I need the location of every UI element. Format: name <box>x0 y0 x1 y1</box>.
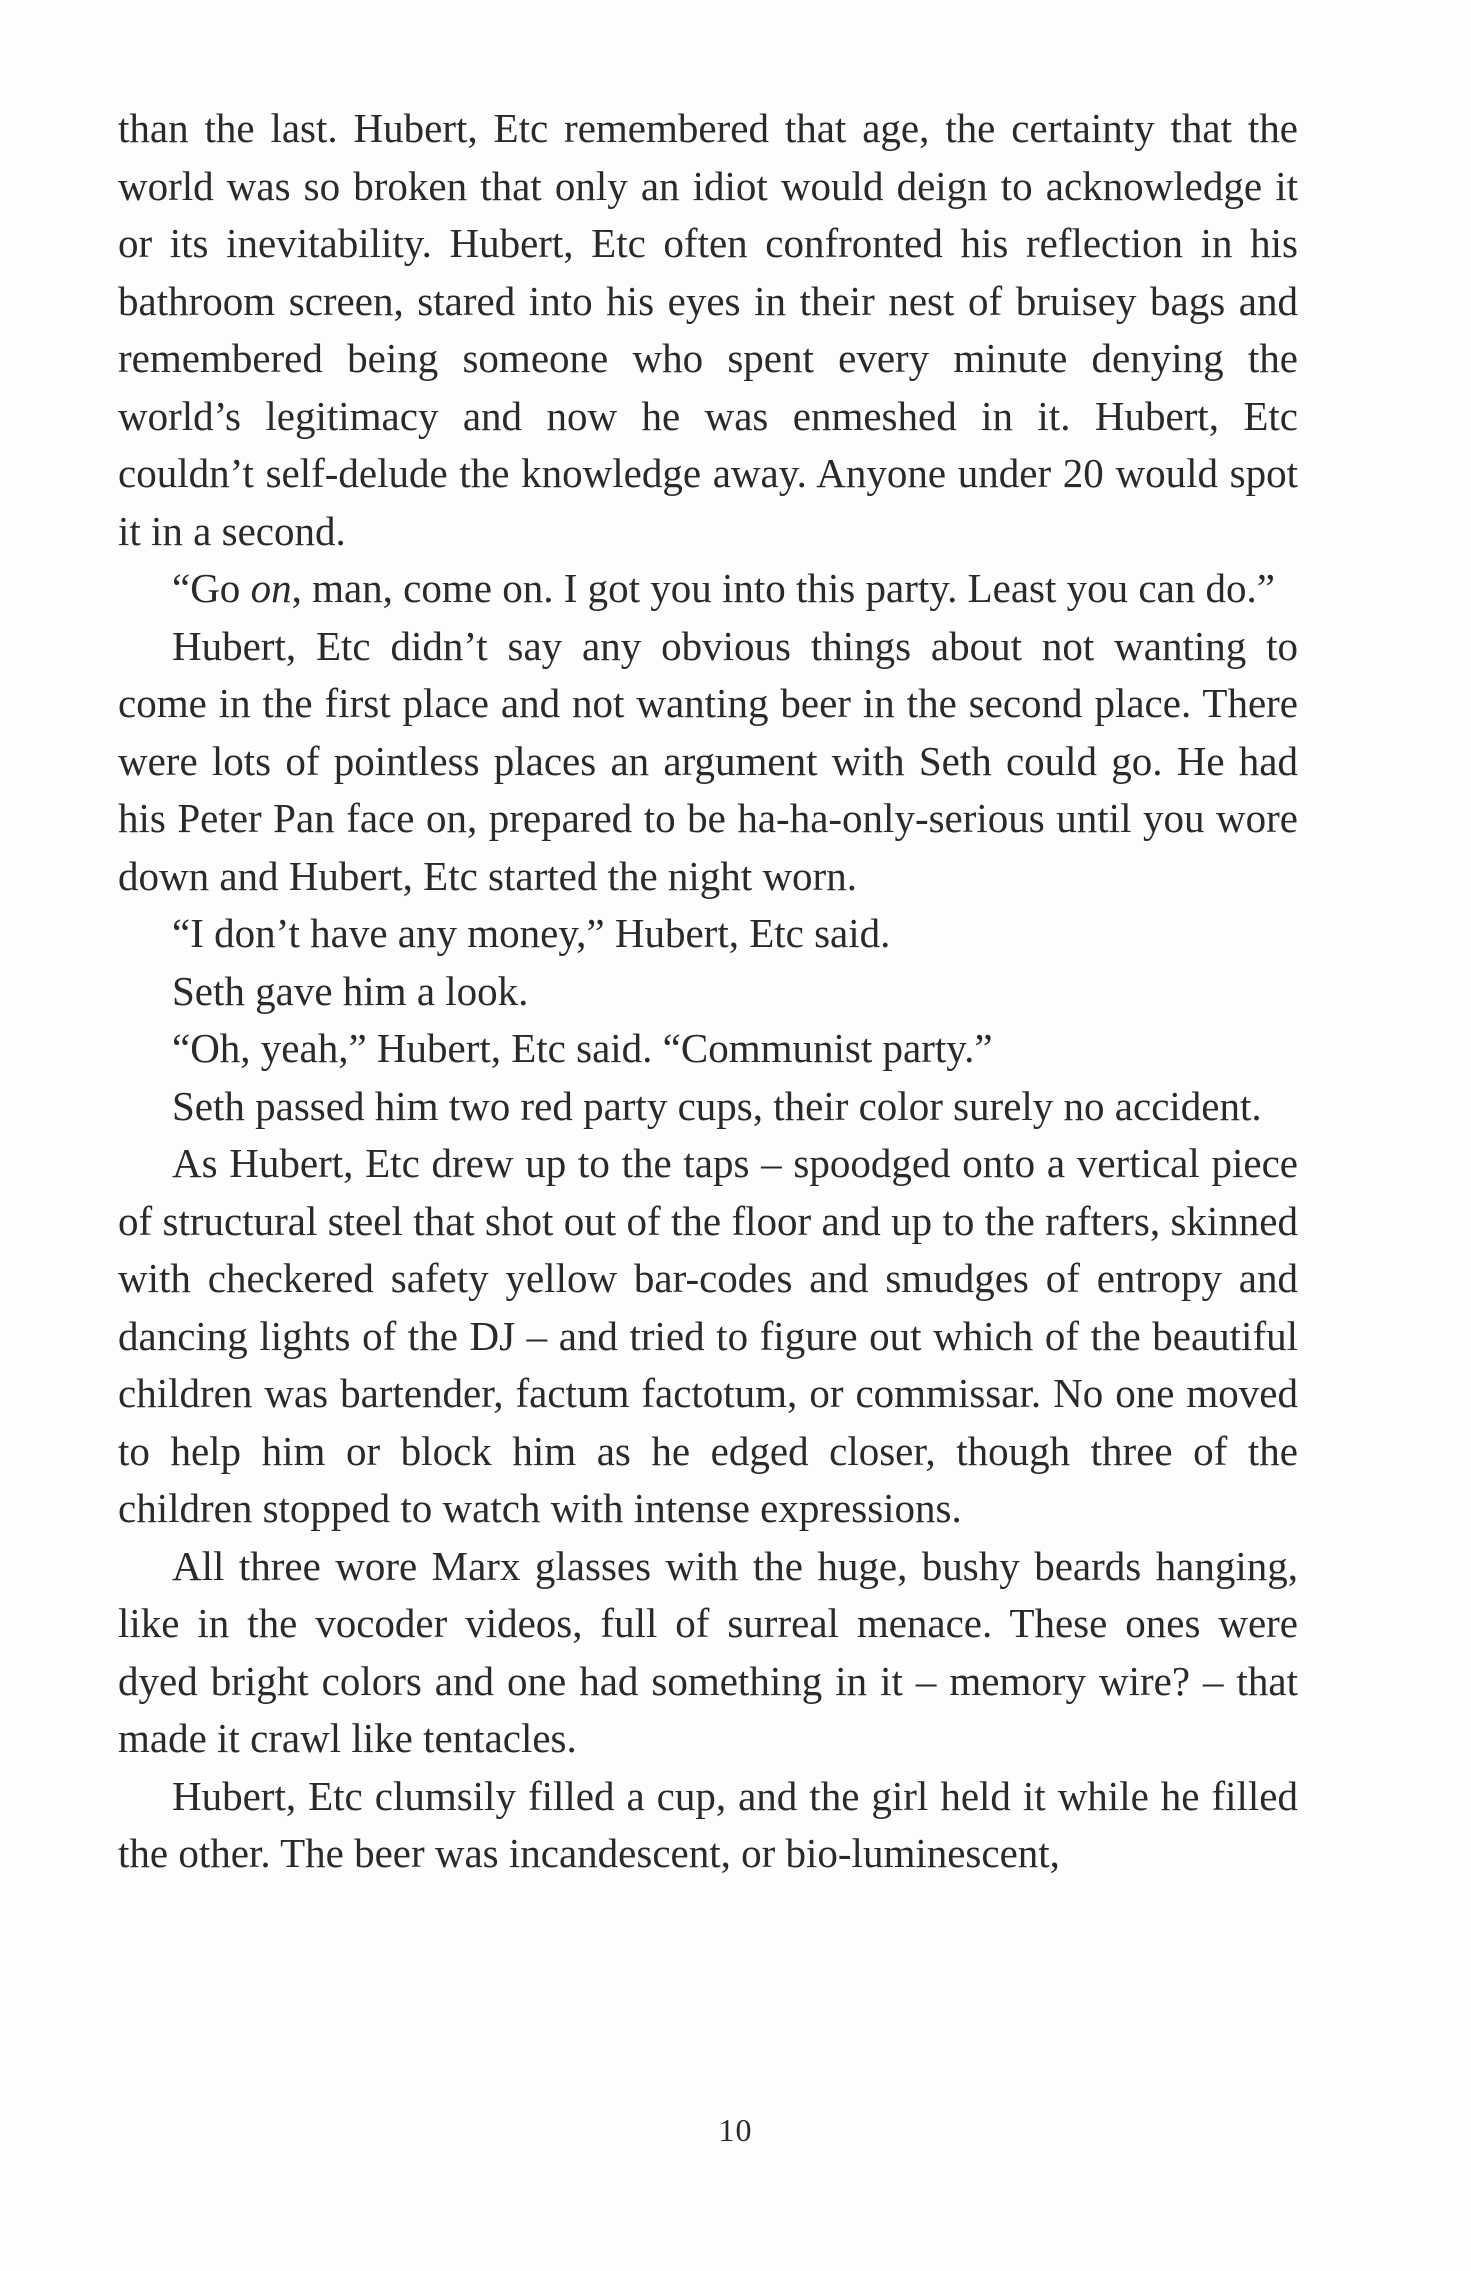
paragraph-6: “Oh, yeah,” Hubert, Etc said. “Communist party.” <box>172 1025 993 1071</box>
body-text <box>118 100 1298 1883</box>
paragraph-2-text: “Go on, man, come on. I got you into this party. Least you can do.” <box>172 565 1275 611</box>
paragraph-5: Seth gave him a look. <box>172 967 529 1014</box>
paragraph-8: As Hubert, Etc drew up to the taps – spoodged onto a vertical piece of structural steel that shot out of the floor and up to the rafters, skinned with checkered safety yellow bar-codes and smudges of entropy and dancing lights of the DJ – and tried to figure out which of the beautiful children was bartender, factum factotum, or commissar. No one moved to help him or block him as he edged closer, though three of the children stopped to watch with intense expressions. <box>118 1140 1298 1531</box>
emphasis-word: on <box>250 565 292 611</box>
paragraph-9: All three wore Marx glasses with the huge, bushy beards hanging, like in the vocoder videos, full of surreal menace. These ones were dyed bright colors and one had something in it – memory wire? – that made it crawl like tentacles. <box>118 1542 1298 1761</box>
paragraph-2 <box>118 560 1298 618</box>
paragraph-3: Hubert, Etc didn’t say any obvious things about not wanting to come in the first place and not wanting beer in the second place. There were lots of pointless places an argument with Seth could go. He had his Peter Pan face on, prepared to be ha-ha-only-serious until you wore down and Hubert, Etc started the night worn. <box>118 622 1298 899</box>
paragraph-10: Hubert, Etc clumsily filled a cup, and the girl held it while he filled the other. The beer was incandescent, or bio-luminescent, <box>118 1772 1298 1876</box>
page-number: 10 <box>718 2112 753 2148</box>
paragraph-7: Seth passed him two red party cups, their color surely no accident. <box>172 1082 1262 1129</box>
paragraph-4: “I don’t have any money,” Hubert, Etc said. <box>172 910 891 956</box>
paragraph-1: than the last. Hubert, Etc remembered that age, the certainty that the world was so broken that only an idiot would deign to acknowledge it or its inevitability. Hubert, Etc often confronted his reflection in his bathroom screen, stared into his eyes in their nest of bruisey bags and remembered being someone who spent every minute denying the world’s legitimacy and now he was enmeshed in it. Hubert, Etc couldn’t self-delude the knowledge away. Anyone under 20 would spot it in a second. <box>118 105 1298 554</box>
